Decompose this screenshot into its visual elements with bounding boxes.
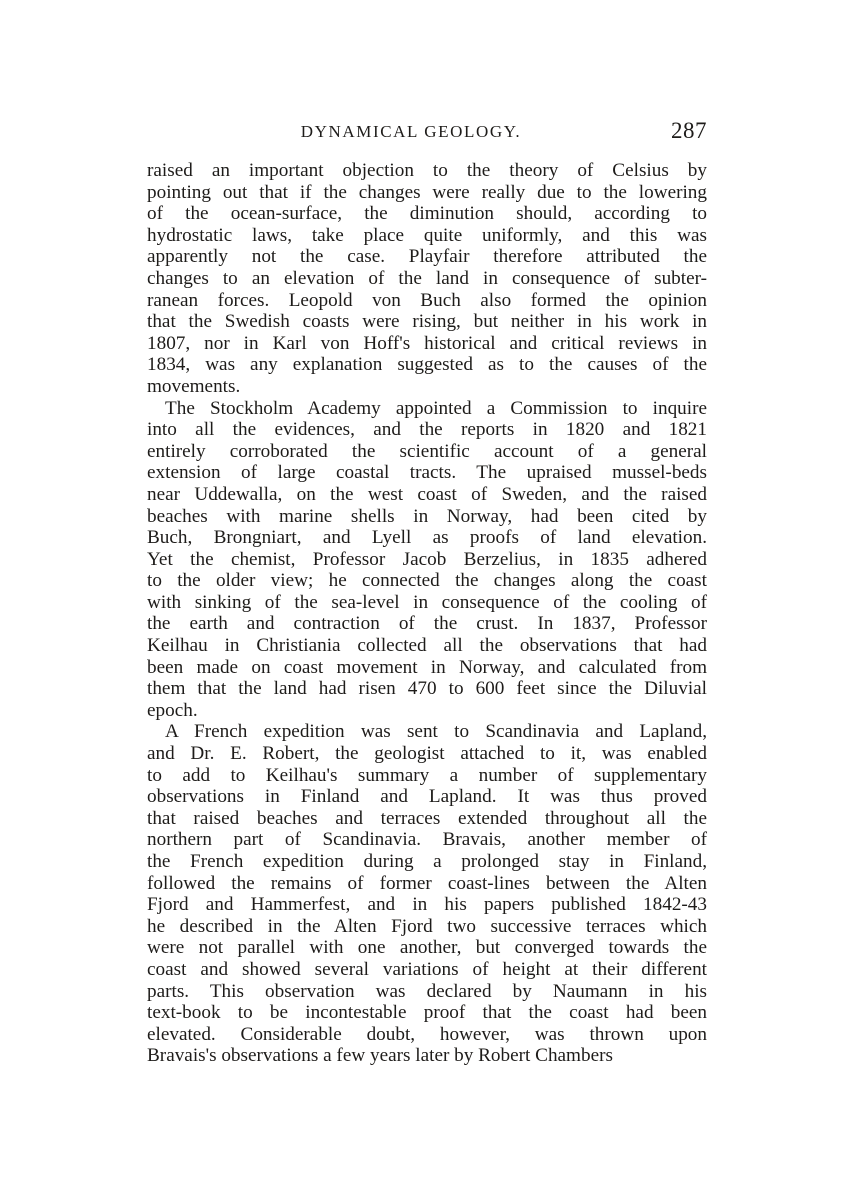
text-line: epoch. bbox=[147, 699, 198, 721]
text-line: that the Swedish coasts were rising, but neither in his work in bbox=[147, 311, 707, 333]
text-line: Buch, Brongniart, and Lyell as proofs of land elevation. bbox=[147, 527, 707, 549]
text-line: Yet the chemist, Professor Jacob Berzelius, in 1835 adhered bbox=[147, 548, 707, 570]
text-line: Keilhau in Christiania collected all the observations that had bbox=[147, 635, 707, 657]
text-line: and Dr. E. Robert, the geologist attached to it, was enabled bbox=[147, 743, 707, 765]
paragraph bbox=[147, 398, 707, 722]
running-head bbox=[147, 118, 707, 148]
text-line: that raised beaches and terraces extended throughout all the bbox=[147, 807, 707, 829]
text-line: The Stockholm Academy appointed a Commission to inquire bbox=[165, 397, 707, 419]
text-line: ranean forces. Leopold von Buch also formed the opinion bbox=[147, 289, 707, 311]
text-line: to add to Keilhau's summary a number of supplementary bbox=[147, 764, 707, 786]
text-line: with sinking of the sea-level in consequence of the cooling of bbox=[147, 591, 707, 613]
paragraph bbox=[147, 160, 707, 398]
text-line: extension of large coastal tracts. The upraised mussel-beds bbox=[147, 462, 707, 484]
text-line: pointing out that if the changes were really due to the lowering bbox=[147, 181, 707, 203]
text-line: 1834, was any explanation suggested as to the causes of the bbox=[147, 354, 707, 376]
text-line: apparently not the case. Playfair therefore attributed the bbox=[147, 246, 707, 268]
text-line: Bravais's observations a few years later by Robert Chambers bbox=[147, 1045, 613, 1067]
text-line: the earth and contraction of the crust. In 1837, Professor bbox=[147, 613, 707, 635]
body-text bbox=[147, 160, 707, 1067]
text-line: to the older view; he connected the changes along the coast bbox=[147, 570, 707, 592]
running-title: DYNAMICAL GEOLOGY. bbox=[300, 122, 522, 141]
text-line: coast and showed several variations of height at their different bbox=[147, 958, 707, 980]
text-line: hydrostatic laws, take place quite uniformly, and this was bbox=[147, 224, 707, 246]
text-line: the French expedition during a prolonged stay in Finland, bbox=[147, 851, 707, 872]
text-line: raised an important objection to the theory of Celsius by bbox=[147, 160, 707, 181]
text-line: northern part of Scandinavia. Bravais, another member of bbox=[147, 829, 707, 851]
text-line: were not parallel with one another, but converged towards the bbox=[147, 937, 707, 959]
text-line: text-book to be incontestable proof that the coast had been bbox=[147, 1002, 707, 1024]
text-line: them that the land had risen 470 to 600 feet since the Diluvial bbox=[147, 678, 707, 700]
text-line: entirely corroborated the scientific account of a general bbox=[147, 440, 707, 462]
text-line: 1807, nor in Karl von Hoff's historical and critical reviews in bbox=[147, 332, 707, 354]
text-line: he described in the Alten Fjord two successive terraces which bbox=[147, 915, 707, 937]
text-line: parts. This observation was declared by Naumann in his bbox=[147, 980, 707, 1002]
text-line: observations in Finland and Lapland. It was thus proved bbox=[147, 786, 707, 808]
text-line: A French expedition was sent to Scandinavia and Lapland, bbox=[165, 721, 707, 743]
text-line: beaches with marine shells in Norway, had been cited by bbox=[147, 505, 707, 527]
paragraph bbox=[147, 721, 707, 1067]
text-line: followed the remains of former coast-lines between the Alten bbox=[147, 872, 707, 894]
text-line: of the ocean-surface, the diminution should, according to bbox=[147, 203, 707, 225]
page-number: 287 bbox=[671, 118, 707, 143]
text-line: elevated. Considerable doubt, however, was thrown upon bbox=[147, 1023, 707, 1045]
text-line: Fjord and Hammerfest, and in his papers published 1842-43 bbox=[147, 894, 707, 916]
text-line: movements. bbox=[147, 375, 241, 397]
text-line: been made on coast movement in Norway, and calculated from bbox=[147, 656, 707, 678]
text-line: into all the evidences, and the reports in 1820 and 1821 bbox=[147, 419, 707, 441]
text-line: near Uddewalla, on the west coast of Sweden, and the raised bbox=[147, 483, 707, 505]
text-line: changes to an elevation of the land in consequence of subter- bbox=[147, 267, 707, 289]
